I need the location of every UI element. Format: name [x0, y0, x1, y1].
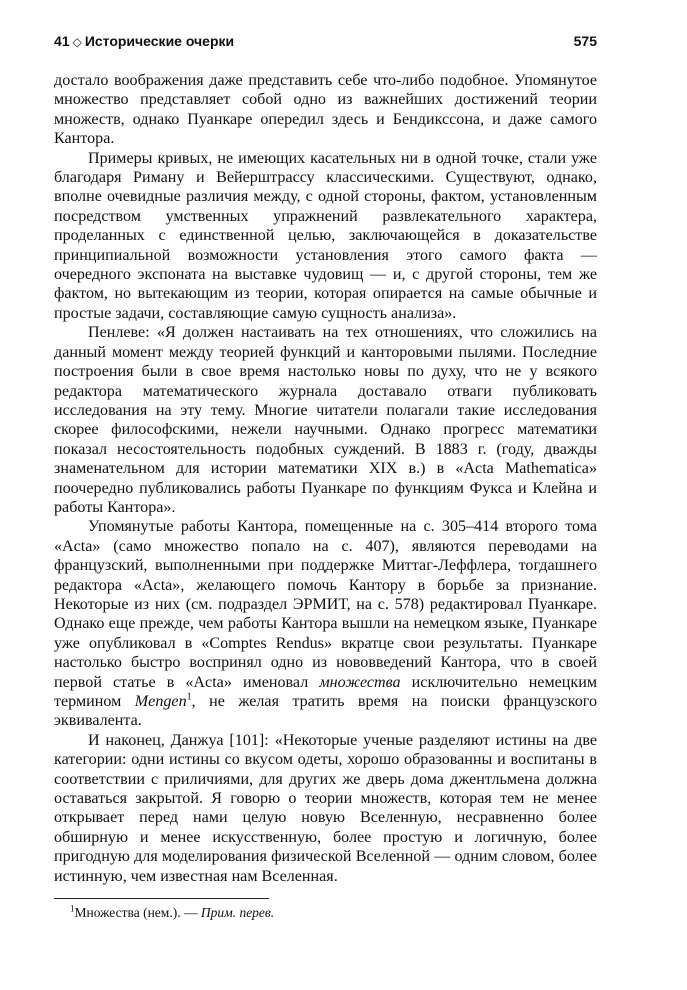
- chapter-title: Исторические очерки: [84, 33, 235, 49]
- footnote-divider: [54, 898, 269, 899]
- page: [54, 32, 597, 921]
- footnote-text: Множества (нем.). —: [74, 905, 201, 921]
- cantor-italic-german: Mengen: [134, 693, 187, 710]
- footnote: [54, 905, 597, 921]
- cantor-text-part1: Упомянутые работы Кантора, помещенные на с. 305–414 второго тома «Acta» (само множество попало на с. 407), являются переводами на французский, выполненными при поддержке Миттаг-Леффлера, тогдашнего редактора «Acta», желающего помочь Кантору в борьбе за признание. Некоторые из них (см. подраздел ЭРМИТ, на с. 578) редактировал Пуанкаре. Однако еще прежде, чем работы Кантора вышли на немецком языке, Пуанкаре уже опубликовал в «Comptes Rendus» вкратце свои результаты. Пуанкаре настолько быстро воспринял одно из нововведений Кантора, что в своей первой статье в «Acta» именовал: [54, 518, 597, 691]
- running-head-left: [54, 32, 234, 51]
- diamond-icon: ◇: [72, 35, 82, 49]
- paragraph-curves: Примеры кривых, не имеющих касательных ни в одной точке, стали уже благодаря Риману и Вейерштрассу классическими. Существуют, однако, вполне очевидные различия между, с одной стороны, фактом, установленным посредством умственных упражнений развлекательного характера, проделанных с единственной целью, заключающейся в доказательстве принципиальной возможности установления этого самого факта — очередного экспоната на выставке чудовищ — и, с другой стороны, тем же фактом, но вытекающим из теории, которая опирается на самые обычные и простые задачи, составляющие самую сущность анализа».: [54, 149, 597, 322]
- chapter-number: 41: [54, 33, 70, 49]
- cantor-text-part3: , не желая тратить время на поиски французского эквивалента.: [54, 693, 597, 730]
- running-head: [54, 32, 597, 51]
- paragraph-denjoy: И наконец, Данжуа [101]: «Некоторые ученые разделяют истины на две категории: одни истины со вкусом одеты, хорошо образованны и воспитаны в соответствии с приличиями, для других же дверь дома джентльмена должна оставаться закрытой. Я говорю о теории множеств, которая тем не менее открывает перед нами целую новую Вселенную, несравненно более обширную и менее искусственную, более простую и логичную, более пригодную для моделирования физической Вселенной — одним словом, более истинную, чем известная нам Вселенная.: [54, 731, 597, 885]
- footnote-italic: Прим. перев.: [200, 905, 275, 921]
- paragraph-painleve: Пенлеве: «Я должен настаивать на тех отношениях, что сложились на данный момент между теорией функций и канторовыми пылями. Последние построения были в свое время настолько новы по духу, что не у всякого редактора математического журнала доставало отваги публиковать исследования на эту тему. Многие читатели полагали такие исследования скорее философскими, нежели научными. Однако прогресс математики показал несостоятельность подобных суждений. В 1883 г. (году, дважды знаменательном для истории математики XIX в.) в «Acta Mathematica» поочередно публиковались работы Пуанкаре по функциям Фукса и Клейна и работы Кантора».: [54, 324, 597, 516]
- paragraph-cantor: [54, 517, 597, 730]
- cantor-text-part2: исключительно немецким термином: [54, 673, 598, 710]
- footnote-reference: 1: [186, 691, 192, 703]
- paragraph-continuation: достало воображения даже представить себе что-либо подобное. Упомянутое множество представляет собой одно из важнейших достижений теории множеств, однако Пуанкаре опередил здесь и Бендикссона, и даже самого Кантора.: [54, 72, 597, 148]
- footnote-mark: 1: [70, 903, 75, 914]
- cantor-italic-term: множества: [319, 673, 401, 691]
- page-number: 575: [573, 33, 597, 49]
- body-text: [54, 71, 597, 886]
